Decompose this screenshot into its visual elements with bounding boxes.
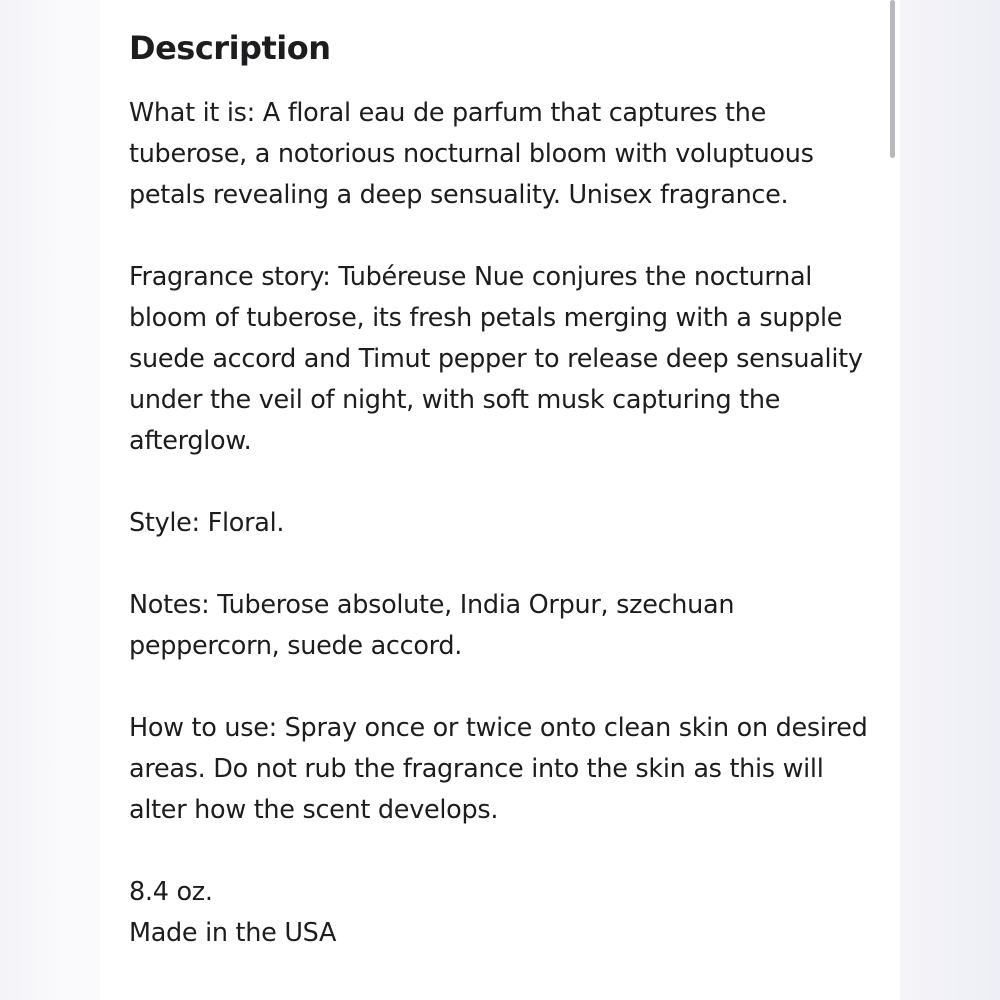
paragraph-style: Style: Floral. (129, 508, 285, 538)
paragraph-size: 8.4 oz. (129, 877, 213, 907)
scrollbar-thumb[interactable] (890, 0, 895, 158)
description-heading: Description (129, 29, 331, 67)
paragraph-how-to-use: How to use: Spray once or twice onto clean skin on desired areas. Do not rub the fragrance into the skin as this will alter how the scent develops. (129, 713, 868, 825)
paragraph-origin: Made in the USA (129, 918, 337, 948)
paragraph-notes: Notes: Tuberose absolute, India Orpur, szechuan peppercorn, suede accord. (129, 590, 735, 661)
paragraph-what-it-is: What it is: A floral eau de parfum that captures the tuberose, a notorious nocturnal bloom with voluptuous petals revealing a deep sensuality. Unisex fragrance. (129, 98, 814, 210)
description-content (129, 26, 879, 954)
right-gutter (900, 0, 1000, 1000)
paragraph-fragrance-story: Fragrance story: Tubéreuse Nue conjures the nocturnal bloom of tuberose, its fresh petals merging with a supple suede accord and Timut pepper to release deep sensuality under the veil of night, with soft musk capturing the afterglow. (129, 262, 863, 456)
